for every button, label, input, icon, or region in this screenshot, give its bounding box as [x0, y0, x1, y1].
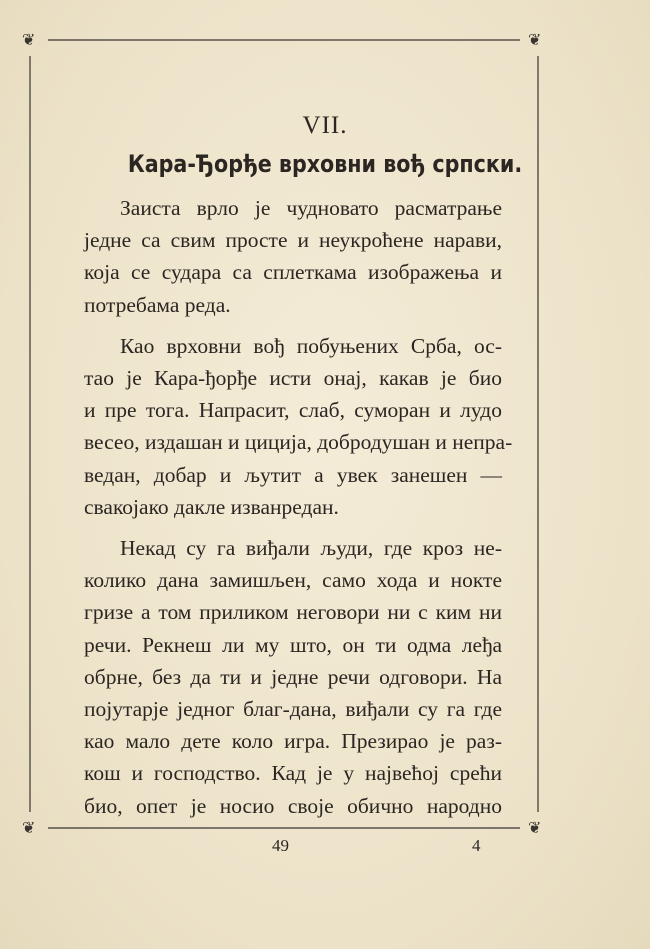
- text-line: весео, издашан и циција, добродушан и непра-: [84, 430, 513, 455]
- body-text: [84, 192, 513, 822]
- corner-ornament-icon: ❦: [528, 818, 542, 837]
- paragraph: [84, 192, 502, 321]
- corner-ornament-icon: ❦: [22, 30, 36, 49]
- text-line: обрне, без да ти и једне речи одговори. На: [84, 664, 502, 689]
- text-line: Као врховни вођ побуњених Срба, ос-: [120, 333, 502, 358]
- text-line: као мало дете коло игра. Презирао је раз-: [84, 729, 502, 754]
- text-line: био, опет је носио своје обично народно: [84, 793, 502, 818]
- chapter-title: Кара-Ђорђе врховни вођ српски.: [127, 150, 523, 178]
- text-line: колико дана замишљен, само хода и нокте: [84, 568, 502, 593]
- text-line: тао је Кара-ђорђе исти онај, какав је био: [84, 366, 502, 391]
- text-line: потребама реда.: [84, 292, 231, 317]
- text-line: која се судара са сплеткама изображења и: [84, 260, 502, 285]
- text-line: кош и господство. Кад је у највећој срећи: [84, 761, 502, 786]
- text-line: гризе а том приликом неговори ни с ким ни: [84, 600, 502, 625]
- paragraph: [84, 330, 513, 523]
- text-line: речи. Рекнеш ли му што, он ти одма леђа: [84, 632, 502, 657]
- page-number: 49: [272, 836, 289, 855]
- text-line: свакојако дакле изванредан.: [84, 494, 339, 519]
- signature-mark: 4: [472, 836, 481, 855]
- corner-ornament-icon: ❦: [22, 818, 36, 837]
- text-line: Заиста врло је чудновато расматрање: [120, 196, 502, 220]
- text-line: ведан, добар и љутит а увек занешен —: [84, 462, 502, 487]
- text-line: Некад су га виђали људи, где кроз не-: [120, 536, 502, 561]
- paragraph: [84, 532, 502, 822]
- corner-ornament-icon: ❦: [528, 30, 542, 49]
- text-line: једне са свим просте и неукроћене нарави,: [84, 228, 502, 253]
- text-line: и пре тога. Напрасит, слаб, суморан и лудо: [84, 398, 502, 423]
- text-line: појутарје једног благ-дана, виђали су га где: [84, 697, 502, 722]
- chapter-number: VII.: [302, 112, 348, 139]
